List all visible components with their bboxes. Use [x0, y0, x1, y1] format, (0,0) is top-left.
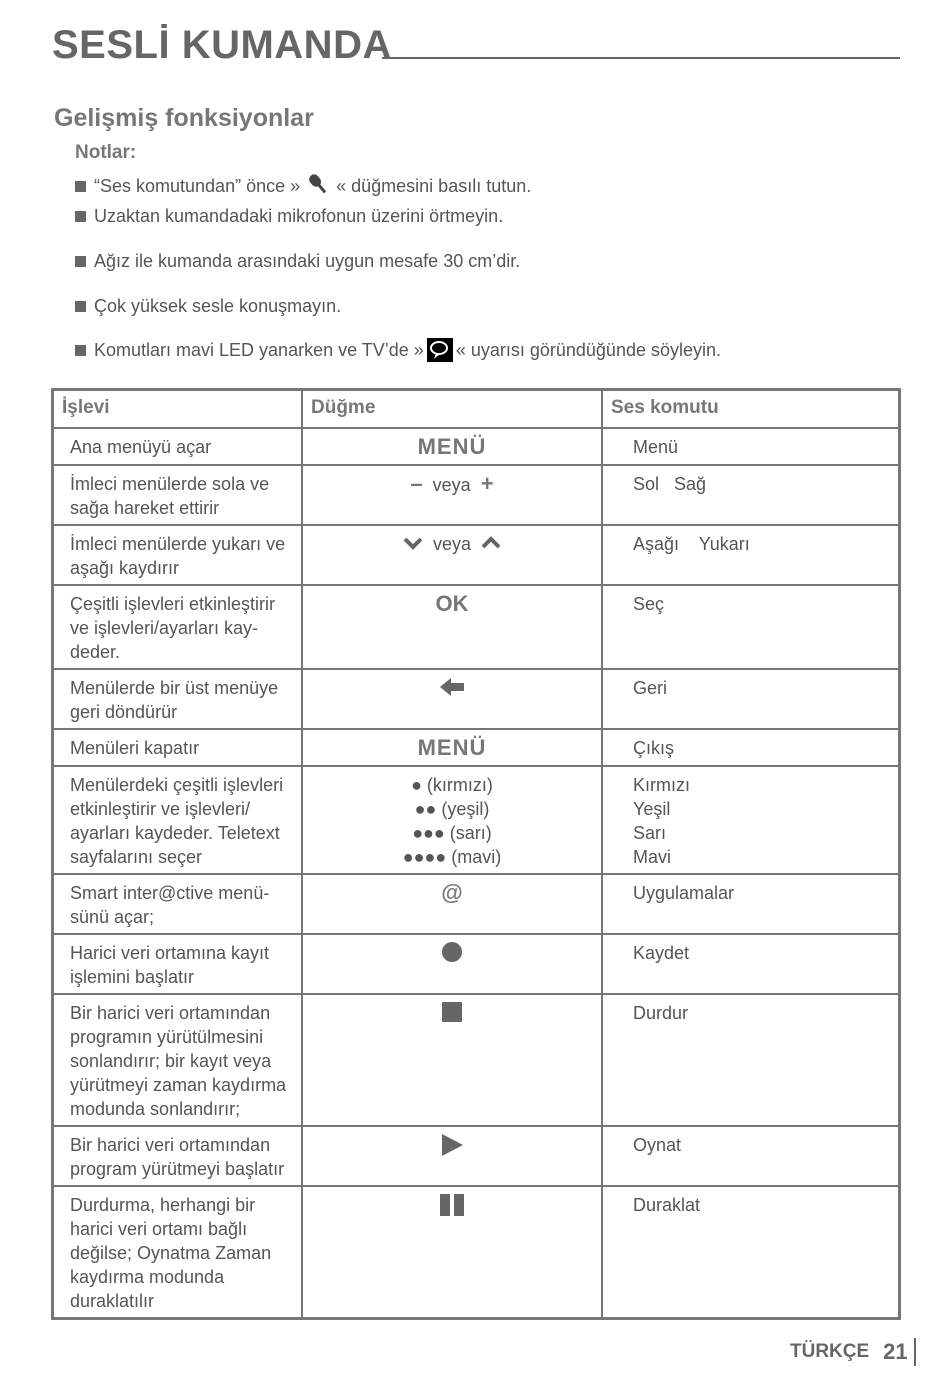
page-header [52, 22, 900, 67]
bullet-icon [75, 181, 86, 192]
voice-cell: Kaydet [602, 934, 900, 994]
or-label: veya [432, 534, 472, 554]
voice-cell: Menü [602, 428, 900, 465]
table-header-row [53, 390, 900, 429]
button-cell [302, 874, 602, 934]
ok-button-label: OK [435, 591, 469, 616]
note-item: “Ses komutundan” önce » « düğmesini basılı tutun. [75, 172, 531, 201]
voice-cell: Uygulamalar [602, 874, 900, 934]
bullet-icon [75, 301, 86, 312]
header-button: Düğme [302, 390, 602, 429]
back-arrow-icon [438, 682, 466, 702]
microphone-icon [304, 172, 332, 201]
yellow-button-label: ●●● (sarı) [412, 823, 492, 843]
function-cell: İmleci menülerde yukarı ve aşağı kaydırır [53, 525, 303, 585]
voice-red: Kırmızı [633, 775, 690, 795]
voice-cell: Aşağı Yukarı [602, 525, 900, 585]
function-cell: Harici veri ortamına kayıt işlemini başlatır [53, 934, 303, 994]
voice-cell: Oynat [602, 1126, 900, 1186]
button-cell [302, 428, 602, 465]
voice-cell: Geri [602, 669, 900, 729]
note-item: Komutları mavi LED yanarken ve TV’de » « uyarısı göründüğünde söyleyin. [75, 338, 721, 362]
bullet-icon [75, 256, 86, 267]
button-cell [302, 729, 602, 766]
chevron-up-icon [481, 534, 501, 554]
stop-icon [441, 1007, 463, 1027]
table-row [53, 934, 900, 994]
voice-cell: Seç [602, 585, 900, 669]
page-title: SESLİ KUMANDA [52, 23, 392, 67]
table-row [53, 729, 900, 766]
button-cell [302, 994, 602, 1126]
table-row [53, 669, 900, 729]
bullet-icon [75, 345, 86, 356]
bullet-icon [75, 211, 86, 222]
voice-prompt-icon [427, 338, 453, 362]
voice-green: Yeşil [633, 799, 671, 819]
function-cell: Smart inter@ctive menü-sünü açar; [53, 874, 303, 934]
voice-cell: Duraklat [602, 1186, 900, 1319]
button-cell [302, 1186, 602, 1319]
button-cell [302, 766, 602, 874]
pause-icon [439, 1201, 465, 1221]
function-cell: Menülerdeki çeşitli işlevleri etkinleştirir ve işlevleri/ ayarları kaydeder. Teletext sayfalarını seçer [53, 766, 303, 874]
function-cell: Çeşitli işlevleri etkinleştirir ve işlevleri/ayarları kay-deder. [53, 585, 303, 669]
record-icon [441, 947, 463, 967]
at-icon: @ [441, 880, 463, 905]
function-cell: İmleci menülerde sola ve sağa hareket ettirir [53, 465, 303, 525]
button-cell [302, 1126, 602, 1186]
play-icon [440, 1141, 464, 1161]
header-function: İşlevi [53, 390, 303, 429]
table-row [53, 465, 900, 525]
page-footer [790, 1338, 916, 1366]
table-row [53, 428, 900, 465]
header-rule [382, 57, 900, 59]
function-cell: Durdurma, herhangi bir harici veri ortamı bağlı değilse; Oynatma Zaman kaydırma modunda duraklatılır [53, 1186, 303, 1319]
chevron-down-icon [403, 534, 423, 554]
header-voice-command: Ses komutu [602, 390, 900, 429]
button-cell [302, 465, 602, 525]
footer-language: TÜRKÇE [790, 1341, 870, 1362]
table-row [53, 1126, 900, 1186]
or-label: veya [432, 475, 471, 495]
note-item: Uzaktan kumandadaki mikrofonun üzerini örtmeyin. [75, 206, 503, 227]
menu-button-label: MENÜ [417, 735, 487, 760]
function-cell: Menülerde bir üst menüye geri döndürür [53, 669, 303, 729]
button-cell [302, 585, 602, 669]
voice-cell: Sol Sağ [602, 465, 900, 525]
footer-rule [914, 1338, 916, 1366]
note-item: Ağız ile kumanda arasındaki uygun mesafe 30 cm’dir. [75, 251, 520, 272]
function-cell: Ana menüyü açar [53, 428, 303, 465]
function-cell: Bir harici veri ortamından programın yürütülmesini sonlandırır; bir kayıt veya yürütmeyi zaman kaydırma modunda sonlandırır; [53, 994, 303, 1126]
table-row [53, 1186, 900, 1319]
table-row [53, 994, 900, 1126]
button-cell [302, 934, 602, 994]
table-row [53, 874, 900, 934]
green-button-label: ●● (yeşil) [414, 799, 490, 819]
plus-icon: + [480, 471, 494, 496]
blue-button-label: ●●●● (mavi) [402, 847, 502, 867]
voice-yellow: Sarı [633, 823, 667, 843]
table-row [53, 525, 900, 585]
table-row [53, 585, 900, 669]
red-button-label: ● (kırmızı) [411, 775, 493, 795]
minus-icon: – [410, 471, 423, 496]
note-item: Çok yüksek sesle konuşmayın. [75, 296, 341, 317]
voice-cell [602, 766, 900, 874]
function-cell: Menüleri kapatır [53, 729, 303, 766]
voice-command-table [51, 388, 901, 1320]
table-row [53, 766, 900, 874]
voice-cell: Durdur [602, 994, 900, 1126]
function-cell: Bir harici veri ortamından program yürütmeyi başlatır [53, 1126, 303, 1186]
notes-label: Notlar: [75, 142, 137, 163]
section-title: Gelişmiş fonksiyonlar [54, 104, 314, 132]
voice-cell: Çıkış [602, 729, 900, 766]
menu-button-label: MENÜ [417, 434, 487, 459]
button-cell [302, 669, 602, 729]
voice-blue: Mavi [633, 847, 672, 867]
page-number: 21 [883, 1339, 908, 1364]
button-cell [302, 525, 602, 585]
